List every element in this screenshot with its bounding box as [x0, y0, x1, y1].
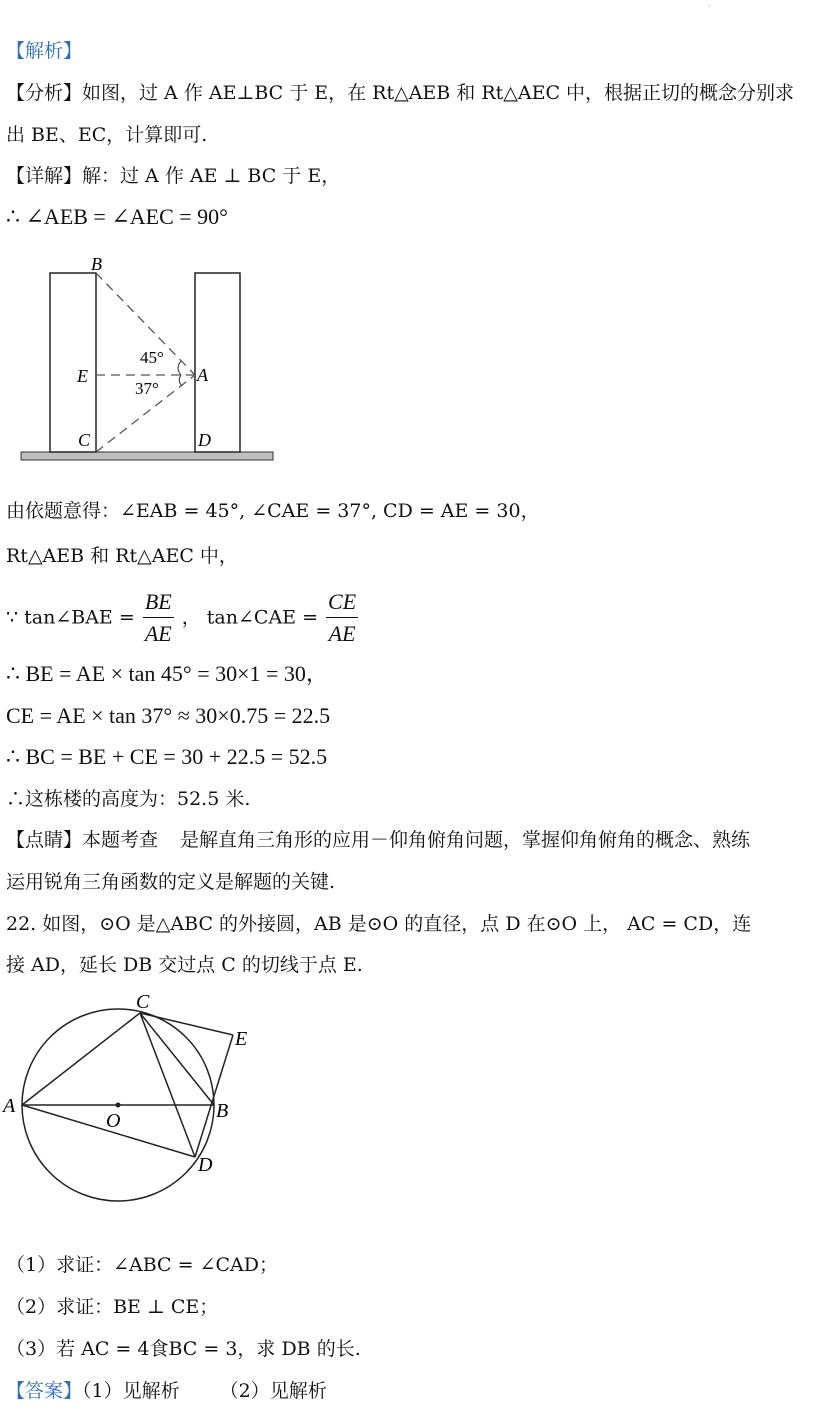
- analysis-line-2: 出 BE、EC，计算即可.: [6, 124, 208, 146]
- label-b: B: [91, 254, 102, 274]
- angle-arc-bottom: [179, 375, 182, 386]
- angle-label-45: 45°: [140, 348, 164, 367]
- label-o2: O: [106, 1110, 121, 1132]
- detail-line-6: ∴ BE = AE × tan 45° = 30×1 = 30，: [6, 661, 328, 686]
- label-e: E: [77, 366, 88, 386]
- detail-line-4: Rt△AEB 和 Rt△AEC 中，: [6, 545, 238, 567]
- question-1: （1）求证：∠ABC = ∠CAD；: [6, 1254, 278, 1276]
- answer-part-2: （2）见解析: [219, 1380, 327, 1402]
- detail-line-9: ∴这栋楼的高度为：52.5 米.: [6, 788, 251, 810]
- answer-tag: 【答案】: [6, 1380, 83, 1402]
- label-c: C: [78, 430, 91, 450]
- question-2: （2）求证：BE ⊥ CE；: [6, 1296, 219, 1318]
- tan-cae-prefix: ， tan∠CAE =: [181, 606, 318, 629]
- detail-line-2: ∴ ∠AEB = ∠AEC = 90°: [6, 204, 228, 229]
- fraction-2-denominator: AE: [328, 621, 356, 646]
- fraction-2-numerator: CE: [326, 587, 358, 618]
- analysis-line-1: [6, 80, 794, 106]
- building-left: [50, 273, 96, 452]
- tan-bae-prefix: ∵ tan∠BAE =: [6, 606, 135, 629]
- segment-cd: [140, 1013, 195, 1157]
- angle-arc-top: [178, 361, 181, 375]
- analysis-text-1: 如图，过 A 作 AE⊥BC 于 E，在 Rt△AEB 和 Rt△AEC 中，根据正切的概念分别求: [82, 82, 795, 104]
- label-d2: D: [198, 1154, 213, 1176]
- label-b2: B: [216, 1100, 229, 1122]
- figure-circle: [0, 985, 270, 1210]
- fraction-1-numerator: BE: [143, 587, 174, 618]
- comment-line-1: [6, 827, 750, 853]
- question-3: （3）若 AC = 4食BC = 3，求 DB 的长.: [6, 1338, 361, 1360]
- label-c2: C: [136, 991, 150, 1013]
- label-d: D: [198, 430, 211, 450]
- fraction-be-ae: [143, 587, 174, 650]
- problem-22-line-1: 22. 如图，⊙O 是△ABC 的外接圆，AB 是⊙O 的直径，点 D 在⊙O 上， AC = CD，连: [6, 913, 752, 935]
- scan-dot: ·: [708, 2, 711, 11]
- fraction-1-denominator: AE: [144, 621, 172, 646]
- segment-de: [195, 1035, 233, 1157]
- detail-line-5: [6, 587, 360, 650]
- detail-tag: 【详解】: [6, 165, 83, 187]
- center-point-o: [116, 1103, 121, 1108]
- section-header: 【解析】: [6, 40, 83, 62]
- answer-line: [6, 1378, 327, 1404]
- detail-line-1: [6, 163, 340, 189]
- label-e2: E: [235, 1028, 248, 1050]
- comment-tag: 【点睛】: [6, 829, 83, 851]
- segment-ac: [22, 1013, 140, 1105]
- ground-bar: [21, 452, 273, 460]
- detail-line-7: CE = AE × tan 37° ≈ 30×0.75 = 22.5: [6, 703, 331, 728]
- detail-text-1: 解：过 A 作 AE ⊥ BC 于 E，: [82, 165, 341, 187]
- detail-line-8: ∴ BC = BE + CE = 30 + 22.5 = 52.5: [6, 744, 328, 769]
- comment-line-2: 运用锐角三角函数的定义是解题的关键.: [6, 871, 336, 893]
- segment-ce: [140, 1013, 233, 1035]
- comment-text-1-rest: 是解直角三角形的应用－仰角俯角问题，掌握仰角俯角的概念、熟练: [180, 829, 751, 851]
- analysis-tag: 【分析】: [6, 82, 83, 104]
- figure-buildings: [15, 250, 285, 465]
- fraction-ce-ae: [326, 587, 358, 650]
- label-a: A: [197, 365, 208, 385]
- comment-text-1: 本题考查: [82, 829, 159, 851]
- detail-line-3: 由依题意得：∠EAB = 45°, ∠CAE = 37°, CD = AE = 30，: [6, 500, 540, 522]
- building-right: [195, 273, 240, 452]
- answer-part-1: （1）见解析: [82, 1380, 180, 1402]
- label-a2: A: [3, 1095, 16, 1117]
- problem-22-line-2: 接 AD，延长 DB 交过点 C 的切线于点 E.: [6, 954, 363, 976]
- angle-label-37: 37°: [135, 379, 159, 398]
